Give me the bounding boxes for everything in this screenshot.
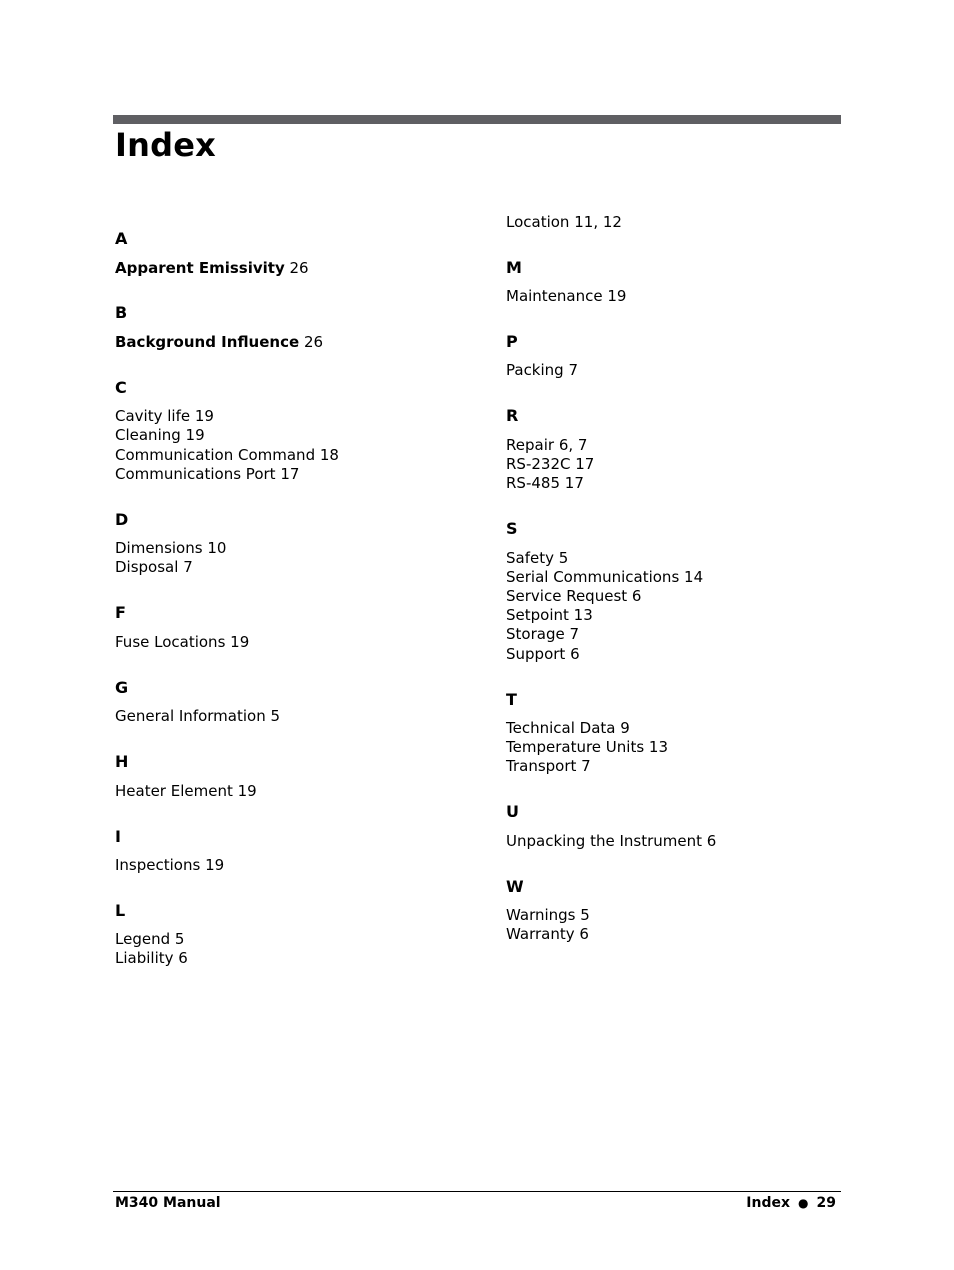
index-term: Storage — [506, 625, 565, 643]
index-term: Repair — [506, 436, 555, 454]
index-entry — [506, 625, 579, 644]
index-entry — [506, 645, 580, 664]
index-entry — [506, 832, 716, 851]
index-term: Temperature Units — [506, 738, 645, 756]
index-entry — [506, 738, 668, 757]
index-entry — [506, 587, 641, 606]
index-entry — [115, 333, 323, 352]
index-term: Apparent Emissivity — [115, 259, 285, 277]
index-page-ref: 7 — [568, 361, 579, 379]
index-letter-g: G — [115, 678, 129, 697]
index-entry — [506, 606, 593, 625]
index-page-ref: 13 — [648, 738, 669, 756]
index-page-ref: 19 — [185, 426, 205, 444]
index-term: Packing — [506, 361, 564, 379]
index-term: Background Influence — [115, 333, 300, 351]
index-page-ref: 5 — [174, 930, 185, 948]
index-page-ref: 6 — [579, 925, 589, 943]
index-term: RS-485 — [506, 474, 560, 492]
index-page-ref: 7 — [569, 625, 580, 643]
index-term: Communications Port — [115, 465, 276, 483]
index-page-ref: 6 — [570, 645, 580, 663]
index-term: Transport — [506, 757, 577, 775]
footer-rule — [113, 1191, 841, 1192]
index-entry — [506, 549, 568, 568]
index-page-ref: 5 — [270, 707, 281, 725]
index-entry — [115, 446, 339, 465]
index-term: Liability — [115, 949, 174, 967]
index-entry — [506, 719, 630, 738]
index-entry — [115, 949, 188, 968]
index-letter-p: P — [506, 332, 518, 351]
index-entry — [506, 213, 622, 232]
index-letter-r: R — [506, 406, 519, 425]
index-term: Warnings — [506, 906, 576, 924]
index-page-ref: 5 — [580, 906, 590, 924]
index-page-ref: 18 — [319, 446, 339, 464]
index-term: General Information — [115, 707, 266, 725]
index-term: Unpacking the Instrument — [506, 832, 703, 850]
index-term: Location — [506, 213, 570, 231]
index-letter-h: H — [115, 752, 129, 771]
index-term: Maintenance — [506, 287, 603, 305]
footer-section: Index — [746, 1195, 791, 1211]
index-page-ref: 26 — [303, 333, 324, 351]
index-entry — [506, 474, 584, 493]
index-letter-d: D — [115, 510, 129, 529]
title-rule — [113, 115, 841, 124]
index-entry — [506, 287, 626, 306]
index-term: Setpoint — [506, 606, 569, 624]
index-term: Cleaning — [115, 426, 181, 444]
index-term: Communication Command — [115, 446, 316, 464]
index-letter-f: F — [115, 603, 126, 622]
index-page-ref: 19 — [205, 856, 225, 874]
index-letter-t: T — [506, 690, 517, 709]
index-term: Support — [506, 645, 566, 663]
index-term: Warranty — [506, 925, 575, 943]
index-page-ref: 19 — [230, 633, 250, 651]
footer-manual-title: M340 Manual — [115, 1195, 221, 1211]
index-entry — [506, 925, 589, 944]
bullet-icon: ● — [798, 1196, 809, 1210]
index-entry — [115, 539, 226, 558]
index-page-ref: 14 — [684, 568, 704, 586]
index-entry — [115, 707, 280, 726]
footer-page-info — [746, 1193, 836, 1213]
index-letter-l: L — [115, 901, 126, 920]
index-entry — [506, 455, 594, 474]
index-entry — [506, 436, 587, 455]
index-term: Technical Data — [506, 719, 616, 737]
index-entry — [115, 558, 193, 577]
index-page-ref: 7 — [581, 757, 591, 775]
index-entry — [115, 407, 214, 426]
index-entry — [115, 259, 309, 278]
index-entry — [115, 633, 249, 652]
index-term: Cavity life — [115, 407, 191, 425]
index-entry — [115, 782, 257, 801]
index-letter-u: U — [506, 802, 519, 821]
index-page-ref: 6 — [178, 949, 188, 967]
index-term: Disposal — [115, 558, 179, 576]
index-entry — [115, 426, 205, 445]
index-term: Serial Communications — [506, 568, 680, 586]
index-term: Dimensions — [115, 539, 203, 557]
index-page-ref: 17 — [280, 465, 300, 483]
index-page-ref: 6 — [631, 587, 642, 605]
index-entry — [506, 906, 590, 925]
index-letter-w: W — [506, 877, 524, 896]
index-letter-c: C — [115, 378, 127, 397]
index-term: Safety — [506, 549, 554, 567]
index-term: Heater Element — [115, 782, 233, 800]
index-letter-s: S — [506, 519, 518, 538]
index-entry — [506, 361, 578, 380]
index-page-ref: 19 — [237, 782, 257, 800]
index-entry — [115, 930, 184, 949]
page-title: Index — [115, 126, 216, 164]
index-page-ref: 17 — [575, 455, 595, 473]
index-letter-i: I — [115, 827, 121, 846]
index-page-ref: 11, 12 — [574, 213, 622, 231]
index-page-ref: 10 — [207, 539, 227, 557]
index-letter-a: A — [115, 229, 128, 248]
index-page-ref: 17 — [564, 474, 584, 492]
index-term: RS-232C — [506, 455, 571, 473]
index-entry — [115, 856, 224, 875]
index-page-ref: 6, 7 — [558, 436, 588, 454]
index-term: Fuse Locations — [115, 633, 226, 651]
index-entry — [506, 757, 591, 776]
index-page-ref: 9 — [620, 719, 630, 737]
index-entry — [115, 465, 299, 484]
footer-page-number: 29 — [816, 1195, 836, 1211]
index-term: Legend — [115, 930, 171, 948]
index-page-ref: 19 — [194, 407, 214, 425]
index-term: Service Request — [506, 587, 628, 605]
index-entry — [506, 568, 703, 587]
index-letter-b: B — [115, 303, 128, 322]
index-page-ref: 5 — [558, 549, 569, 567]
index-page-ref: 19 — [607, 287, 627, 305]
index-page-ref: 26 — [289, 259, 309, 277]
index-page-ref: 7 — [183, 558, 193, 576]
index-page-ref: 6 — [706, 832, 717, 850]
index-letter-m: M — [506, 258, 522, 277]
index-term: Inspections — [115, 856, 201, 874]
index-page-ref: 13 — [573, 606, 593, 624]
